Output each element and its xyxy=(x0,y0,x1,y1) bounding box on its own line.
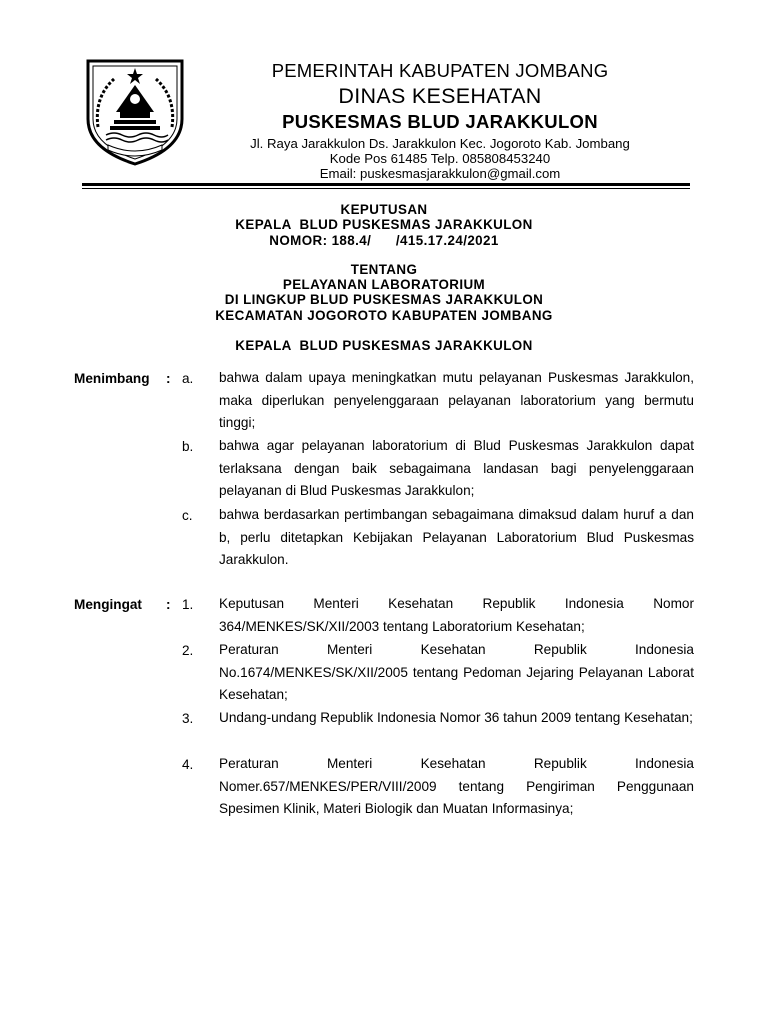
letterhead-divider-thick xyxy=(82,183,690,186)
menimbang-item-b: bahwa agar pelayanan laboratorium di Blud Puskesmas Jarakkulon dapat terlaksana dengan baik sebagaimana landasan bagi penyelenggaraan pelayanan di Blud Puskesmas Jarakkulon; xyxy=(219,438,694,499)
list-marker: 3. xyxy=(182,711,194,726)
menimbang-colon: : xyxy=(166,371,171,386)
list-marker: a. xyxy=(182,371,194,386)
email-line: Email: puskesmasjarakkulon@gmail.com xyxy=(319,166,561,181)
subject-line-1: PELAYANAN LABORATORIUM xyxy=(282,277,486,292)
issuer-heading: KEPALA BLUD PUSKESMAS JARAKKULON xyxy=(235,217,533,232)
postal-phone-line: Kode Pos 61485 Telp. 085808453240 xyxy=(329,151,551,166)
government-name: PEMERINTAH KABUPATEN JOMBANG xyxy=(271,60,609,81)
menimbang-label: Menimbang xyxy=(74,371,150,386)
about-heading: TENTANG xyxy=(350,262,418,277)
list-marker: 4. xyxy=(182,757,194,772)
department-name: DINAS KESEHATAN xyxy=(338,84,542,108)
mengingat-colon: : xyxy=(166,597,171,612)
decision-heading: KEPUTUSAN xyxy=(340,202,428,217)
menimbang-item-c: bahwa berdasarkan pertimbangan sebagaimana dimaksud dalam huruf a dan b, perlu ditetapkan Kebijakan Pelayanan Laboratorium Blud Puskesmas Jarakkulon. xyxy=(219,507,694,568)
mengingat-item-3: Undang-undang Republik Indonesia Nomor 36 tahun 2009 tentang Kesehatan; xyxy=(219,710,693,725)
decree-number: NOMOR: 188.4/ /415.17.24/2021 xyxy=(269,233,499,248)
letterhead-divider-thin xyxy=(82,188,690,189)
head-of-office-heading: KEPALA BLUD PUSKESMAS JARAKKULON xyxy=(235,338,533,353)
mengingat-label: Mengingat xyxy=(74,597,142,612)
list-marker: c. xyxy=(182,508,193,523)
mengingat-item-2: Peraturan Menteri Kesehatan Republik Indonesia No.1674/MENKES/SK/XII/2005 tentang Pedoman Jejaring Pelayanan Laborat Kesehatan; xyxy=(219,642,694,703)
list-marker: 1. xyxy=(182,597,194,612)
institution-name: PUSKESMAS BLUD JARAKKULON xyxy=(282,111,598,132)
list-marker: 2. xyxy=(182,643,194,658)
list-marker: b. xyxy=(182,439,194,454)
menimbang-item-a: bahwa dalam upaya meningkatkan mutu pelayanan Puskesmas Jarakkulon, maka diperlukan penyelenggaraan pelayanan laboratorium yang bermutu tinggi; xyxy=(219,370,694,431)
mengingat-item-4: Peraturan Menteri Kesehatan Republik Indonesia Nomer.657/MENKES/PER/VIII/2009 tentang Pengiriman Penggunaan Spesimen Klinik, Materi Biologik dan Muatan Informasinya; xyxy=(219,756,694,817)
subject-line-2: DI LINGKUP BLUD PUSKESMAS JARAKKULON xyxy=(224,292,544,307)
address-line: Jl. Raya Jarakkulon Ds. Jarakkulon Kec. Jogoroto Kab. Jombang xyxy=(250,136,630,151)
subject-line-3: KECAMATAN JOGOROTO KABUPATEN JOMBANG xyxy=(215,308,553,323)
regency-emblem-logo xyxy=(84,57,186,167)
mengingat-item-1: Keputusan Menteri Kesehatan Republik Indonesia Nomor 364/MENKES/SK/XII/2003 tentang Laboratorium Kesehatan; xyxy=(219,596,694,634)
